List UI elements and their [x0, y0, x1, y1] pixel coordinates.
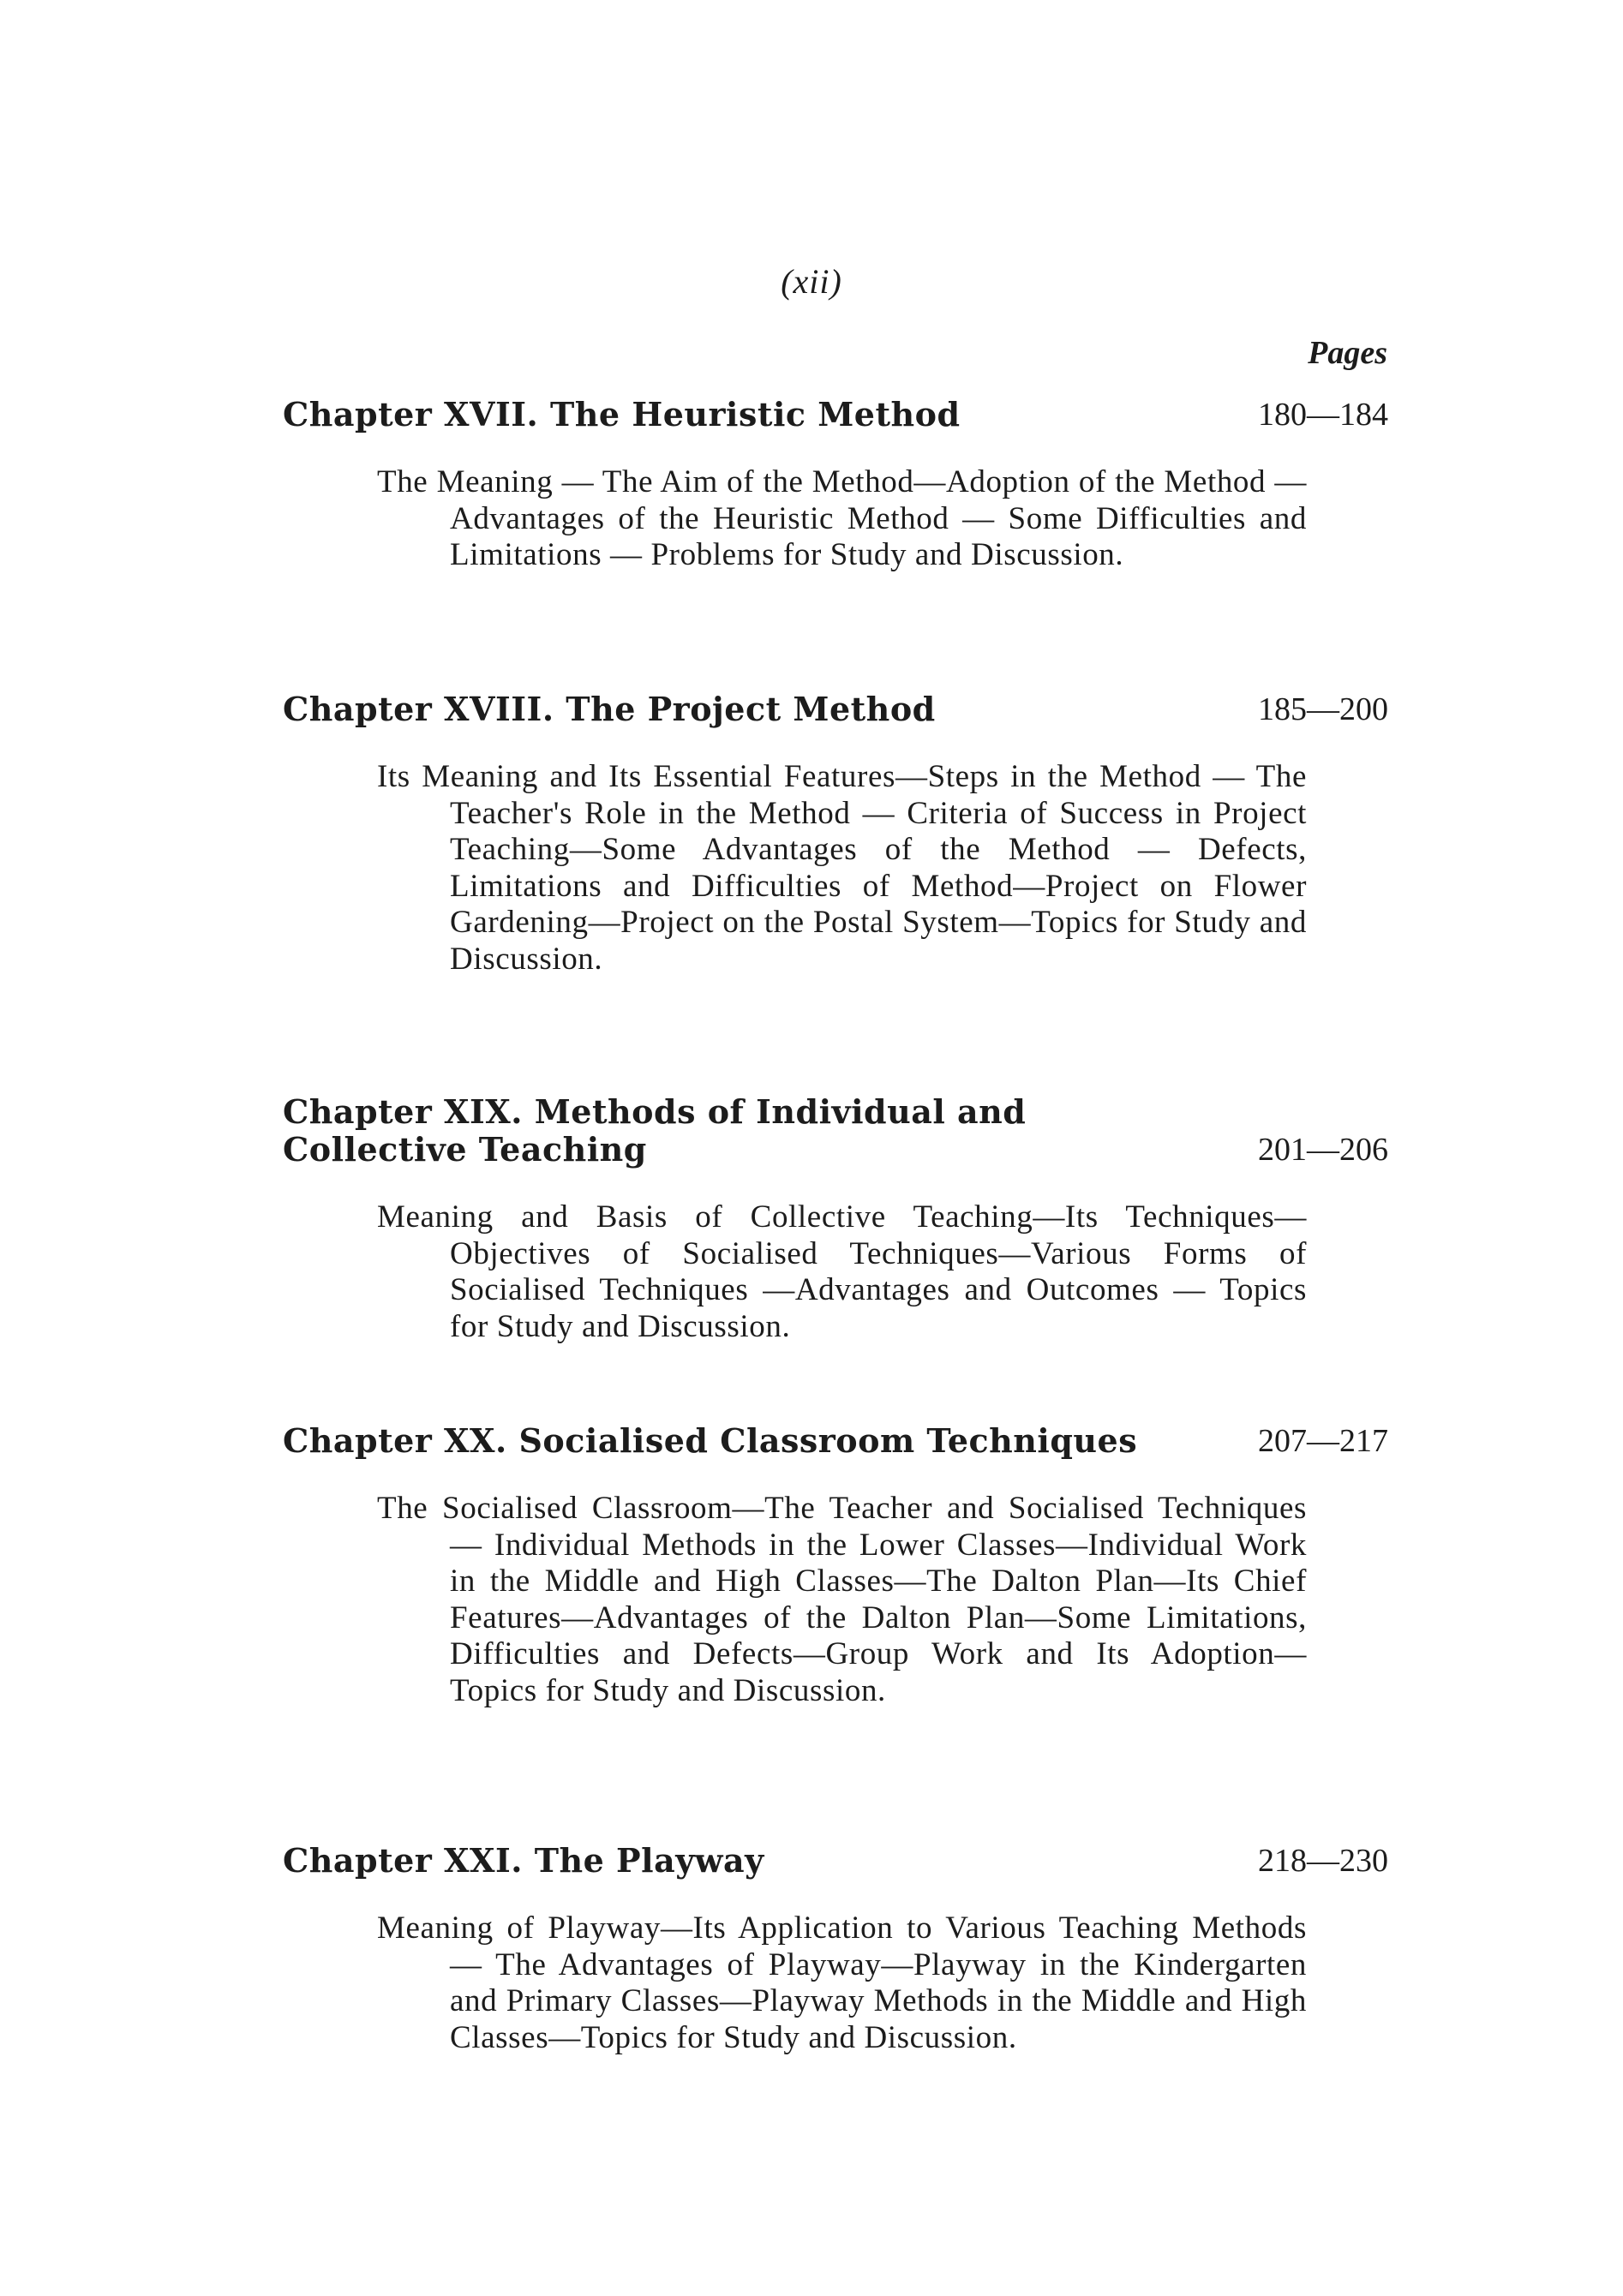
- chapter-page-range: 207—217: [1258, 1423, 1388, 1459]
- page-number: (xii): [781, 262, 842, 301]
- chapter-entry-xviii: [283, 691, 1388, 978]
- chapter-summary: Meaning and Basis of Collective Teaching—Its Techniques— Objectives of Socialised Techniques—Various Forms of Socialised Techniques —Advantages and Outcomes — Topics for Study and Discussion.: [377, 1199, 1307, 1344]
- chapter-title: Chapter XXI. The Playway: [283, 1841, 764, 1880]
- chapter-entry-xx: [283, 1422, 1388, 1709]
- chapter-page-range: 185—200: [1258, 691, 1388, 727]
- chapter-title: Chapter XVIII. The Project Method: [283, 690, 936, 728]
- chapter-title: Chapter XVII. The Heuristic Method: [283, 395, 961, 433]
- chapter-summary: The Meaning — The Aim of the Method—Adoption of the Method — Advantages of the Heuristic Method — Some Difficulties and Limitations — Problems for Study and Discussion.: [377, 464, 1307, 572]
- chapter-page-range: 218—230: [1258, 1843, 1388, 1879]
- chapter-entry-xix: [283, 1093, 1388, 1345]
- chapter-page-range: 201—206: [1258, 1132, 1388, 1168]
- pages-column-heading: Pages: [1308, 335, 1387, 371]
- chapter-summary: Its Meaning and Its Essential Features—Steps in the Method — The Teacher's Role in the Method — Criteria of Success in Project Teaching—Some Advantages of the Method — Defects, Limitations and Difficulties of Method—Project on Flower Gardening—Project on the Postal System—Topics for Study and Discussion.: [377, 759, 1307, 977]
- chapter-title: Chapter XX. Socialised Classroom Techniques: [283, 1421, 1138, 1460]
- chapter-title: Chapter XIX. Methods of Individual and Collective Teaching: [283, 1092, 1027, 1169]
- chapter-page-range: 180—184: [1258, 397, 1388, 433]
- chapter-entry-xxi: [283, 1842, 1388, 2056]
- chapter-entry-xvii: [283, 396, 1388, 574]
- chapter-summary: Meaning of Playway—Its Application to Various Teaching Methods — The Advantages of Playway—Playway in the Kindergarten and Primary Classes—Playway Methods in the Middle and High Classes—Topics for Study and Discussion.: [377, 1910, 1307, 2055]
- chapter-summary: The Socialised Classroom—The Teacher and Socialised Techniques — Individual Methods in the Lower Classes—Individual Work in the Middle and High Classes—The Dalton Plan—Its Chief Features—Advantages of the Dalton Plan—Some Limitations, Difficulties and Defects—Group Work and Its Adoption—Topics for Study and Discussion.: [377, 1491, 1307, 1708]
